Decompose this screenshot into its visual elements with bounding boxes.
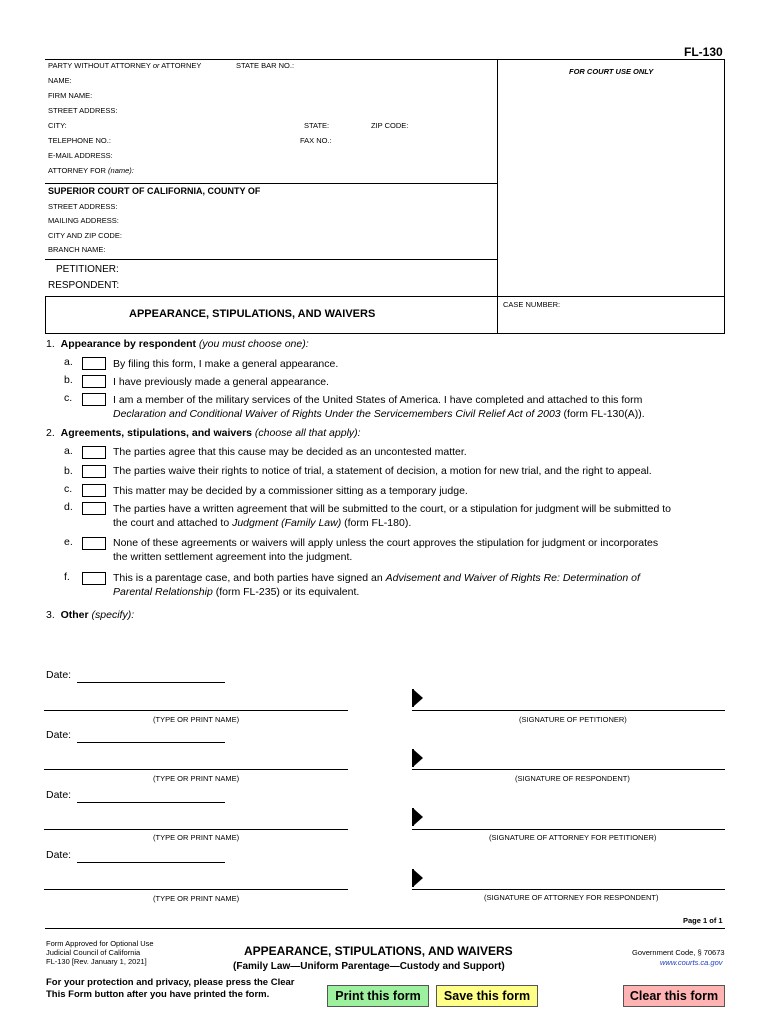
signature-field[interactable] <box>412 710 725 711</box>
print-name-field[interactable] <box>44 710 348 711</box>
item-letter: c. <box>64 392 73 404</box>
attorney-for-label: ATTORNEY FOR (name): <box>48 166 134 175</box>
court-branch-label: BRANCH NAME: <box>48 245 106 254</box>
city-label: CITY: <box>48 121 67 130</box>
print-name-field[interactable] <box>44 829 348 830</box>
checkbox-2f[interactable] <box>82 572 106 585</box>
date-label: Date: <box>46 789 72 801</box>
print-form-button[interactable]: Print this form <box>327 985 429 1007</box>
name-caption: (TYPE OR PRINT NAME) <box>153 833 240 842</box>
clear-form-button[interactable]: Clear this form <box>623 985 725 1007</box>
page-number: Page 1 of 1 <box>683 916 723 925</box>
item-text-2d: The parties have a written agreement that will be submitted to the court, or a stipulation for judgment will be submitted to <box>113 503 671 515</box>
checkbox-1b[interactable] <box>82 375 106 388</box>
fax-label: FAX NO.: <box>300 136 332 145</box>
item-text-1c-line2: Declaration and Conditional Waiver of Rights Under the Servicemembers Civil Relief Act of 2003 (form FL-130(A)). <box>113 408 645 420</box>
item-letter: a. <box>64 356 73 368</box>
item-letter: b. <box>64 465 73 477</box>
case-number-label: CASE NUMBER: <box>503 300 561 309</box>
name-label: NAME: <box>48 76 72 85</box>
court-street-label: STREET ADDRESS: <box>48 202 118 211</box>
item-letter: f. <box>64 571 70 583</box>
date-label: Date: <box>46 849 72 861</box>
item-letter: a. <box>64 445 73 457</box>
party-without-attorney-label: PARTY WITHOUT ATTORNEY or ATTORNEY <box>48 61 202 70</box>
checkbox-2a[interactable] <box>82 446 106 459</box>
signature-arrow-icon <box>414 870 423 886</box>
courts-website-link[interactable]: www.courts.ca.gov <box>660 958 723 967</box>
footer-title: APPEARANCE, STIPULATIONS, AND WAIVERS <box>244 944 513 958</box>
street-address-label: STREET ADDRESS: <box>48 106 118 115</box>
name-caption: (TYPE OR PRINT NAME) <box>153 774 240 783</box>
section2-heading: 2. Agreements, stipulations, and waivers (choose all that apply): <box>46 427 361 439</box>
signature-caption: (SIGNATURE OF RESPONDENT) <box>515 774 630 783</box>
print-name-field[interactable] <box>44 769 348 770</box>
checkbox-2c[interactable] <box>82 484 106 497</box>
signature-caption: (SIGNATURE OF PETITIONER) <box>519 715 627 724</box>
checkbox-2d[interactable] <box>82 502 106 515</box>
state-label: STATE: <box>304 121 330 130</box>
checkbox-2e[interactable] <box>82 537 106 550</box>
name-caption: (TYPE OR PRINT NAME) <box>153 894 240 903</box>
checkbox-1a[interactable] <box>82 357 106 370</box>
checkbox-2b[interactable] <box>82 465 106 478</box>
section3-heading: 3. Other (specify): <box>46 609 135 621</box>
item-text-2b: The parties waive their rights to notice of trial, a statement of decision, a motion for new trial, and the right to appeal. <box>113 465 652 477</box>
state-bar-label: STATE BAR NO.: <box>236 61 295 70</box>
respondent-label: RESPONDENT: <box>48 280 120 291</box>
item-text-2e: None of these agreements or waivers will apply unless the court approves the stipulation for judgment or incorporates <box>113 537 659 549</box>
court-mailing-label: MAILING ADDRESS: <box>48 216 119 225</box>
signature-field[interactable] <box>412 889 725 890</box>
footer-subtitle: (Family Law—Uniform Parentage—Custody and Support) <box>233 961 505 972</box>
protection-note-1: For your protection and privacy, please press the Clear <box>46 977 295 988</box>
signature-arrow-icon <box>414 690 423 706</box>
approved-line-3: FL-130 [Rev. January 1, 2021] <box>46 957 147 966</box>
petitioner-label: PETITIONER: <box>56 264 119 275</box>
item-text-2a: The parties agree that this cause may be decided as an uncontested matter. <box>113 446 467 458</box>
government-code: Government Code, § 70673 <box>632 948 725 957</box>
date-label: Date: <box>46 669 72 681</box>
signature-caption: (SIGNATURE OF ATTORNEY FOR PETITIONER) <box>489 833 657 842</box>
item-letter: d. <box>64 501 73 513</box>
item-text-2f-line2: Parental Relationship (form FL-235) or its equivalent. <box>113 586 360 598</box>
firm-name-label: FIRM NAME: <box>48 91 93 100</box>
protection-note-2: This Form button after you have printed the form. <box>46 989 270 1000</box>
item-text-1a: By filing this form, I make a general appearance. <box>113 358 339 370</box>
date-field[interactable] <box>77 802 225 803</box>
date-label: Date: <box>46 729 72 741</box>
date-field[interactable] <box>77 742 225 743</box>
item-text-2c: This matter may be decided by a commissioner sitting as a temporary judge. <box>113 485 468 497</box>
item-text-2e-line2: the written settlement agreement into the judgment. <box>113 551 353 563</box>
item-letter: c. <box>64 483 73 495</box>
item-text-2f: This is a parentage case, and both parties have signed an Advisement and Waiver of Rights Re: Determination of <box>113 572 640 584</box>
save-form-button[interactable]: Save this form <box>436 985 538 1007</box>
section1-heading: 1. Appearance by respondent (you must choose one): <box>46 338 309 350</box>
item-text-1b: I have previously made a general appearance. <box>113 376 329 388</box>
item-letter: e. <box>64 536 73 548</box>
form-title: APPEARANCE, STIPULATIONS, AND WAIVERS <box>129 308 376 320</box>
print-name-field[interactable] <box>44 889 348 890</box>
item-text-2d-line2: the court and attached to Judgment (Family Law) (form FL-180). <box>113 517 412 529</box>
signature-arrow-icon <box>414 750 423 766</box>
email-label: E-MAIL ADDRESS: <box>48 151 113 160</box>
date-field[interactable] <box>77 862 225 863</box>
telephone-label: TELEPHONE NO.: <box>48 136 111 145</box>
court-city-zip-label: CITY AND ZIP CODE: <box>48 231 122 240</box>
approved-line-2: Judicial Council of California <box>46 948 141 957</box>
item-letter: b. <box>64 374 73 386</box>
form-number: FL-130 <box>684 45 723 59</box>
signature-caption: (SIGNATURE OF ATTORNEY FOR RESPONDENT) <box>484 893 659 902</box>
name-caption: (TYPE OR PRINT NAME) <box>153 715 240 724</box>
signature-arrow-icon <box>414 809 423 825</box>
date-field[interactable] <box>77 682 225 683</box>
approved-line-1: Form Approved for Optional Use <box>46 939 154 948</box>
signature-field[interactable] <box>412 769 725 770</box>
signature-field[interactable] <box>412 829 725 830</box>
court-title: SUPERIOR COURT OF CALIFORNIA, COUNTY OF <box>48 186 261 196</box>
zip-code-label: ZIP CODE: <box>371 121 409 130</box>
court-use-label: FOR COURT USE ONLY <box>569 67 654 76</box>
checkbox-1c[interactable] <box>82 393 106 406</box>
item-text-1c: I am a member of the military services of the United States of America. I have completed and attached to this form <box>113 394 643 406</box>
